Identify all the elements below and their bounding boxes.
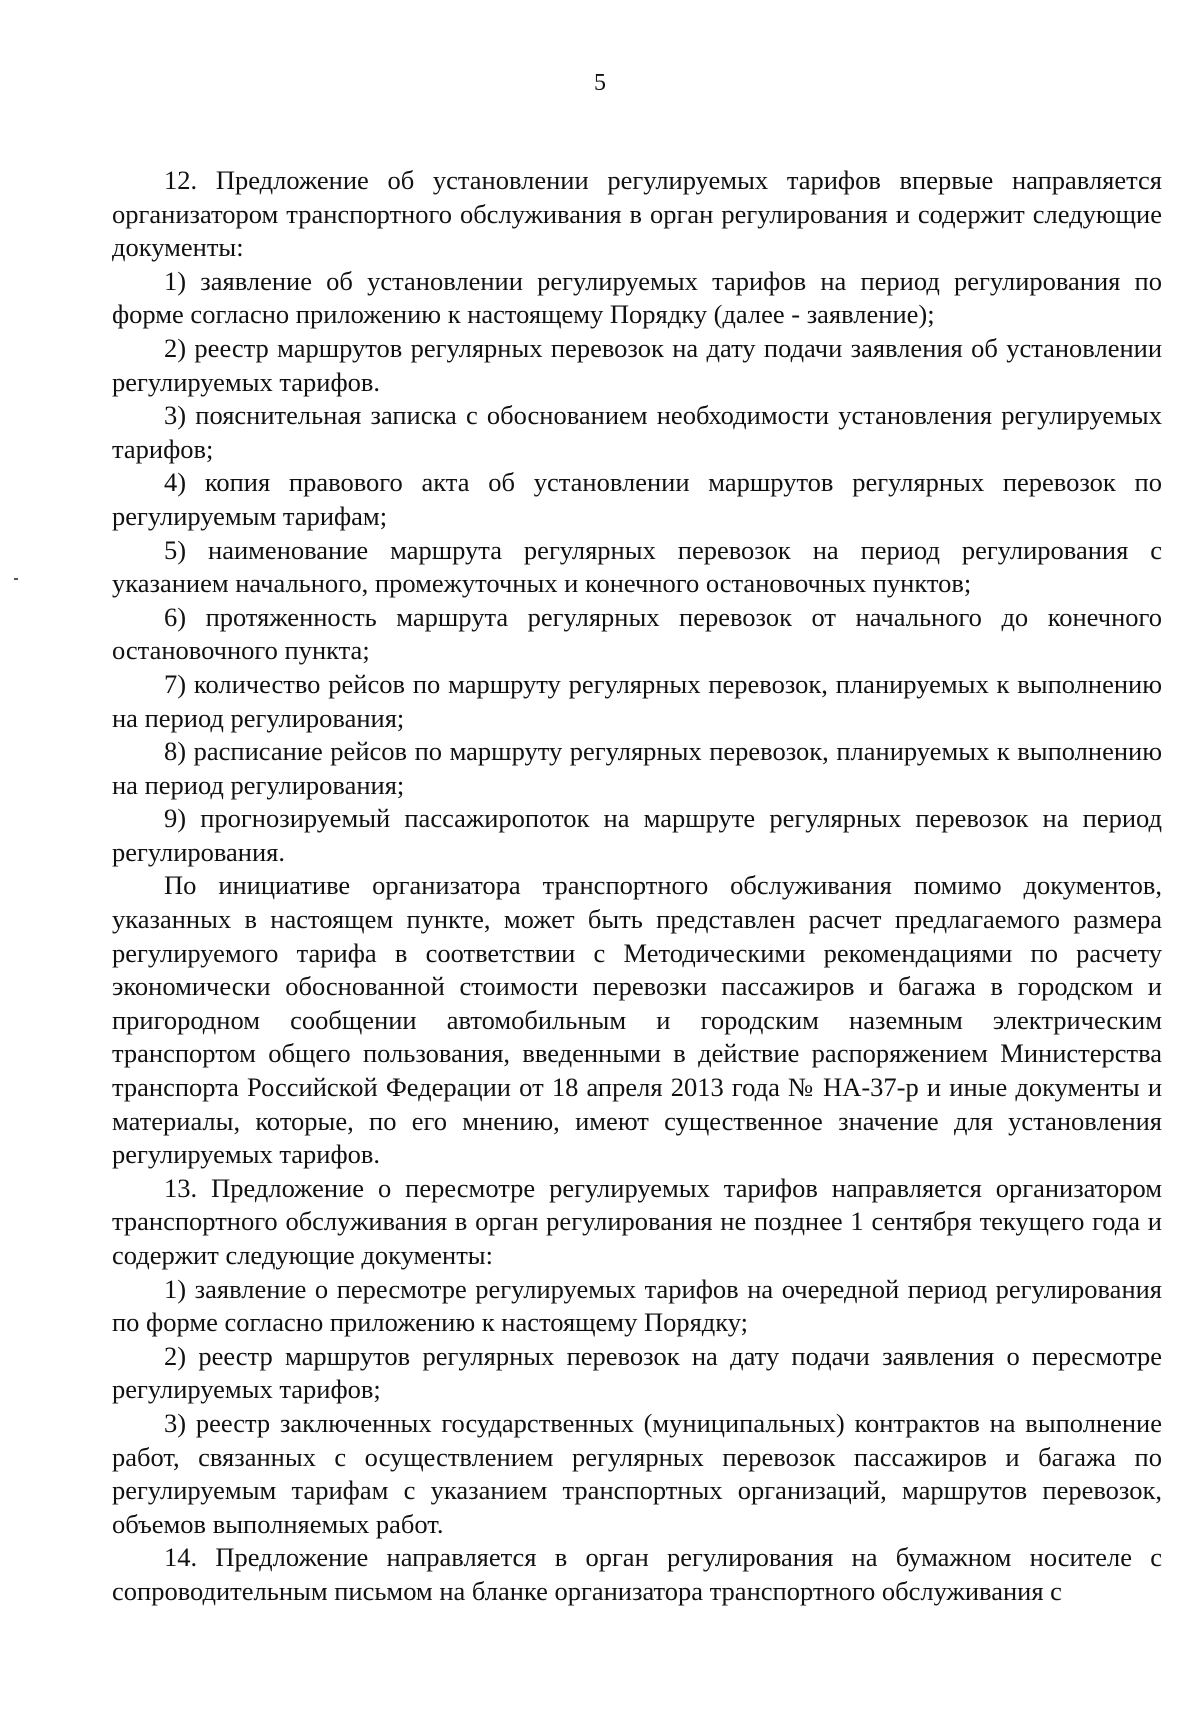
- paragraph-13-1: 1) заявление о пересмотре регулируемых тарифов на очередной период регулирования по форме согласно приложению к настоящему Порядку;: [112, 1273, 1162, 1338]
- paragraph-12-8: 8) расписание рейсов по маршруту регулярных перевозок, планируемых к выполнению на период регулирования;: [112, 736, 1162, 800]
- page-number: 5: [594, 70, 606, 96]
- document-body: [112, 164, 1162, 1609]
- paragraph-12-6: 6) протяженность маршрута регулярных перевозок от начального до конечного остановочного пункта;: [112, 601, 1162, 666]
- paragraph-item-12: 12. Предложение об установлении регулируемых тарифов впервые направляется организатором транспортного обслуживания в орган регулирования и содержит следующие документы:: [112, 165, 1162, 263]
- paragraph-12-4: 4) копия правового акта об установлении маршрутов регулярных перевозок по регулируемым тарифам;: [112, 467, 1162, 531]
- paragraph-12-1: 1) заявление об установлении регулируемых тарифов на период регулирования по форме согласно приложению к настоящему Порядку (далее - заявление);: [112, 265, 1162, 330]
- paragraph-12-9: 9) прогнозируемый пассажиропоток на маршруте регулярных перевозок на период регулирования.: [112, 803, 1162, 867]
- paragraph-13-3: 3) реестр заключенных государственных (муниципальных) контрактов на выполнение работ, связанных с осуществлением регулярных перевозок пассажиров и багажа по регулируемым тарифам с указанием транспортных организаций, маршрутов перевозок, объемов выполняемых работ.: [112, 1407, 1162, 1539]
- paragraph-12-initiative: По инициативе организатора транспортного обслуживания помимо документов, указанных в настоящем пункте, может быть представлен расчет предлагаемого размера регулируемого тарифа в соответствии с Методическими рекомендациями по расчету экономически обоснованной стоимости перевозки пассажиров и багажа в городском и пригородном сообщении автомобильным и городским наземным электрическим транспортом общего пользования, введенными в действие распоряжением Министерства транспорта Российской Федерации от 18 апреля 2013 года № НА-37-р и иные документы и материалы, которые, по его мнению, имеют существенное значение для установления регулируемых тарифов.: [112, 870, 1162, 1170]
- paragraph-12-5: 5) наименование маршрута регулярных перевозок на период регулирования с указанием начального, промежуточных и конечного остановочных пунктов;: [112, 534, 1162, 599]
- paragraph-13-2: 2) реестр маршрутов регулярных перевозок на дату подачи заявления о пересмотре регулируемых тарифов;: [112, 1340, 1162, 1405]
- paragraph-item-14: 14. Предложение направляется в орган регулирования на бумажном носителе с сопроводительным письмом на бланке организатора транспортного обслуживания с: [112, 1542, 1162, 1606]
- paragraph-12-3: 3) пояснительная записка с обоснованием необходимости установления регулируемых тарифов;: [112, 400, 1162, 464]
- scan-mark: [14, 578, 18, 580]
- paragraph-12-7: 7) количество рейсов по маршруту регулярных перевозок, планируемых к выполнению на период регулирования;: [112, 668, 1162, 733]
- paragraph-12-2: 2) реестр маршрутов регулярных перевозок на дату подачи заявления об установлении регулируемых тарифов.: [112, 332, 1162, 397]
- paragraph-item-13: 13. Предложение о пересмотре регулируемых тарифов направляется организатором транспортного обслуживания в орган регулирования не позднее 1 сентября текущего года и содержит следующие документы:: [112, 1172, 1162, 1270]
